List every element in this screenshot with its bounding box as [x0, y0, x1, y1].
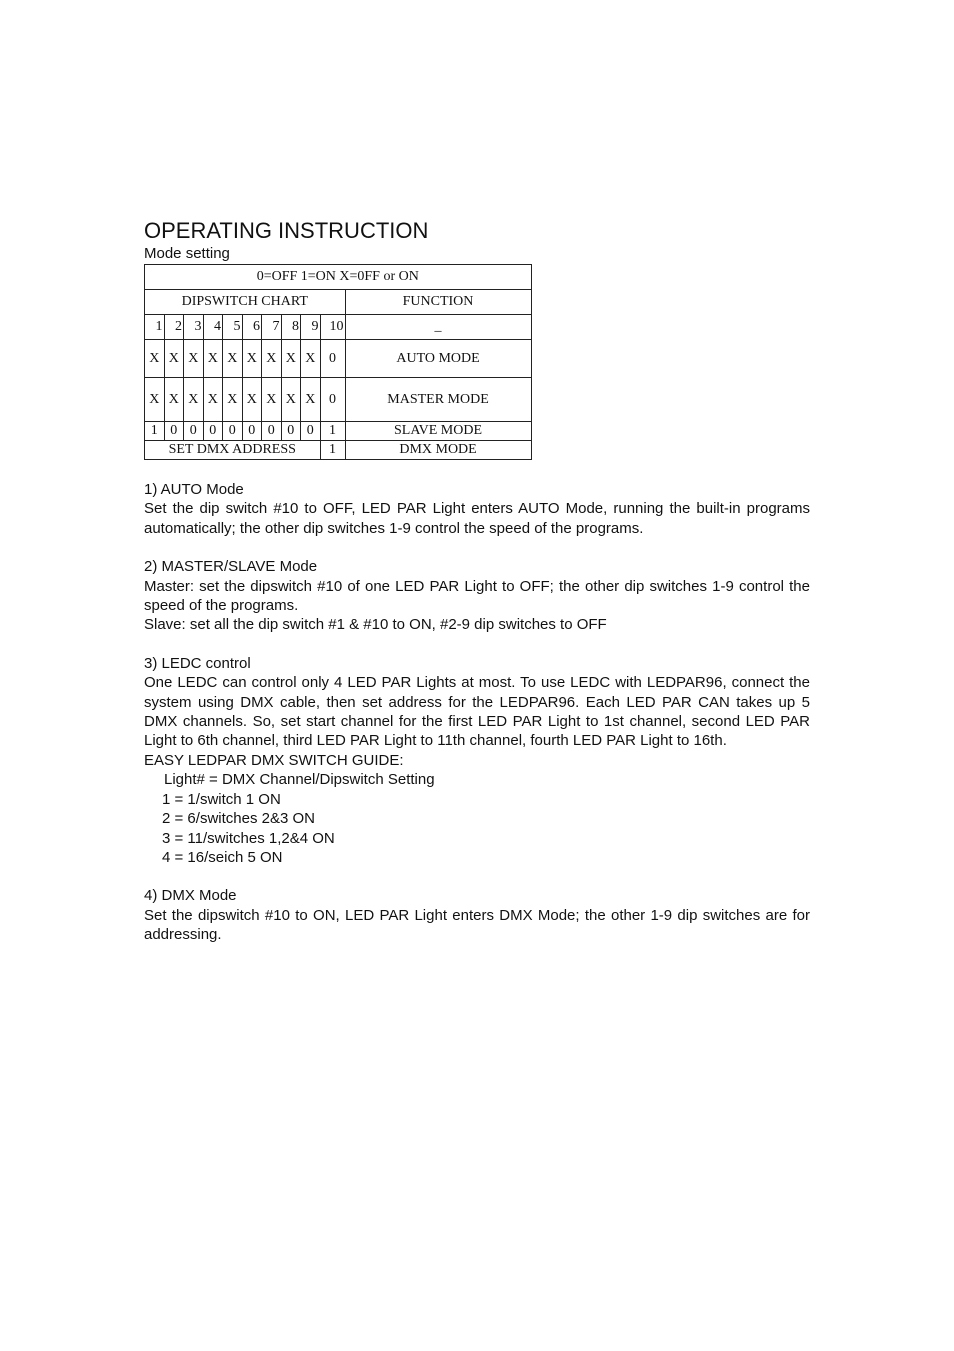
table-row-auto-mode [145, 340, 532, 378]
switch-cell: X [262, 340, 282, 378]
table-header-row [145, 290, 532, 315]
switch-cell: X [242, 340, 262, 378]
switch-cell: X [164, 340, 184, 378]
table-row-slave-mode [145, 422, 532, 441]
switch-cell: X [203, 378, 223, 422]
switch-cell: X [164, 378, 184, 422]
section-heading: 3) LEDC control [144, 654, 251, 672]
switch-number: 3 [184, 315, 204, 340]
switch-number: 6 [242, 315, 262, 340]
switch-number-row [145, 315, 532, 340]
switch-cell: X [203, 340, 223, 378]
master-text: Master: set the dipswitch #10 of one LED PAR Light to OFF; the other dip switches 1-9 control the speed of the programs. [144, 577, 810, 615]
header-dipswitch-chart: DIPSWITCH CHART [145, 290, 346, 315]
switch-cell: X [145, 340, 165, 378]
switch-cell: 0 [164, 422, 184, 441]
switch-number: 2 [164, 315, 184, 340]
section-heading: 1) AUTO Mode [144, 481, 244, 498]
slave-text: Slave: set all the dip switch #1 & #10 to ON, #2-9 dip switches to OFF [144, 616, 607, 634]
dmx-address-cell: SET DMX ADDRESS [145, 441, 321, 460]
switch-cell: 0 [262, 422, 282, 441]
section-master-slave-mode [144, 557, 810, 635]
table-row-dmx-mode [145, 441, 532, 460]
switch-cell: 1 [145, 422, 165, 441]
table-row-master-mode [145, 378, 532, 422]
guide-item: 1 = 1/switch 1 ON [162, 790, 281, 808]
section-text: One LEDC can control only 4 LED PAR Lights at most. To use LEDC with LEDPAR96, connect the system using DMX cable, then set address for the LEDPAR96. Each LED PAR CAN takes up 5 DMX channels. So, set start channel for the first LED PAR Light to 1st channel, second LED PAR Light to 6th channel, third LED PAR Light to 11th channel, fourth LED PAR Light to 16th. [144, 674, 810, 750]
switch-cell: X [184, 340, 204, 378]
function-cell: AUTO MODE [345, 340, 531, 378]
switch-number: 8 [281, 315, 301, 340]
switch-cell: X [281, 340, 301, 378]
switch-cell: X [301, 378, 321, 422]
switch-cell: 0 [184, 422, 204, 441]
switch-cell: 0 [281, 422, 301, 441]
section-auto-mode [144, 480, 810, 538]
switch-number: 1 [145, 315, 165, 340]
section-text: Set the dip switch #10 to OFF, LED PAR Light enters AUTO Mode, running the built-in programs automatically; the other dip switches 1-9 control the speed of the programs. [144, 500, 810, 537]
switch-cell: 0 [320, 378, 345, 422]
header-function: FUNCTION [345, 290, 531, 315]
dipswitch-table [144, 264, 532, 460]
section-ledc-control [144, 654, 810, 867]
guide-header: Light# = DMX Channel/Dipswitch Setting [164, 771, 435, 789]
function-cell: SLAVE MODE [345, 422, 531, 441]
switch-number: 5 [223, 315, 243, 340]
switch-number: 10 [320, 315, 345, 340]
table-legend-row [145, 265, 532, 290]
switch-cell: 1 [320, 422, 345, 441]
guide-item: 3 = 11/switches 1,2&4 ON [162, 829, 335, 847]
switch-number: 7 [262, 315, 282, 340]
page-subtitle: Mode setting [144, 245, 230, 262]
function-cell: MASTER MODE [345, 378, 531, 422]
switch-cell: X [145, 378, 165, 422]
switch-cell: 0 [301, 422, 321, 441]
switch-cell: X [223, 378, 243, 422]
guide-item: 4 = 16/seich 5 ON [162, 848, 283, 866]
switch-cell: 0 [223, 422, 243, 441]
switch-cell: X [242, 378, 262, 422]
guide-title: EASY LEDPAR DMX SWITCH GUIDE: [144, 751, 404, 769]
switch-number: 4 [203, 315, 223, 340]
guide-item: 2 = 6/switches 2&3 ON [162, 810, 315, 828]
switch-cell: 0 [203, 422, 223, 441]
section-heading: 2) MASTER/SLAVE Mode [144, 558, 318, 576]
table-legend: 0=OFF 1=ON X=0FF or ON [145, 265, 532, 290]
switch-cell: X [223, 340, 243, 378]
page-title: OPERATING INSTRUCTION [144, 218, 429, 243]
switch-cell: X [184, 378, 204, 422]
number-row-function: _ [345, 315, 531, 340]
document-body [144, 218, 810, 945]
switch-cell: 0 [242, 422, 262, 441]
section-text: Set the dipswitch #10 to ON, LED PAR Light enters DMX Mode; the other 1-9 dip switches are for addressing. [144, 906, 810, 944]
switch-cell: 0 [320, 340, 345, 378]
switch-cell: X [301, 340, 321, 378]
section-heading: 4) DMX Mode [144, 887, 237, 905]
switch-cell: X [262, 378, 282, 422]
switch-cell: 1 [320, 441, 345, 460]
section-dmx-mode [144, 886, 810, 944]
function-cell: DMX MODE [345, 441, 531, 460]
switch-number: 9 [301, 315, 321, 340]
switch-cell: X [281, 378, 301, 422]
